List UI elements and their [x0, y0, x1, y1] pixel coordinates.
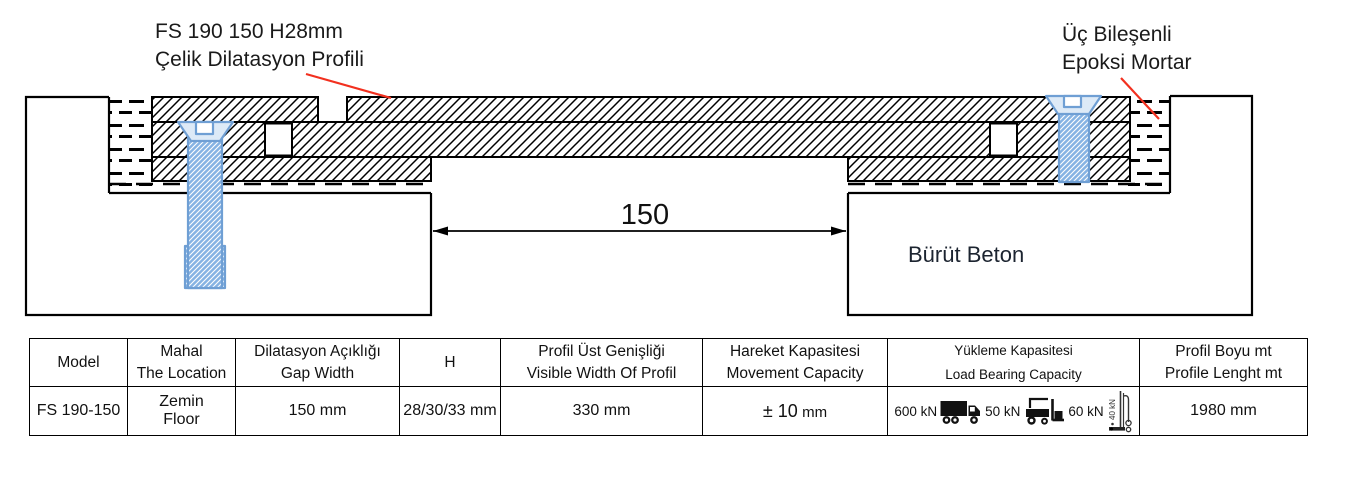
- spec-table: [29, 338, 1308, 436]
- col-header-profile-length: [1140, 339, 1308, 387]
- load-stacker-value: 60 kN: [1068, 403, 1104, 419]
- col-header-load-bearing: [888, 339, 1140, 387]
- header-title: Model: [57, 353, 100, 371]
- load-forklift-value: 50 kN: [985, 403, 1021, 419]
- col-header-h: [400, 339, 501, 387]
- movement-value: ± 10: [762, 400, 798, 421]
- header-subtitle: Gap Width: [280, 364, 355, 382]
- mortar-label-line1: Üç Bileşenli: [1062, 23, 1172, 46]
- header-title: Hareket Kapasitesi: [729, 342, 861, 360]
- cell-profile-length: 1980 mm: [1140, 387, 1308, 436]
- header-subtitle: Load Bearing Capacity: [945, 366, 1082, 382]
- header-title: Mahal: [160, 342, 203, 360]
- gap-dimension-value: 150: [620, 199, 670, 231]
- load-truck-value: 600 kN: [894, 403, 938, 419]
- leader-line-profile: [306, 74, 391, 98]
- mortar-label-line2: Epoksi Mortar: [1062, 51, 1192, 74]
- truck-icon: [940, 397, 982, 425]
- dimension-arrow-left: [433, 227, 448, 236]
- location-line1: Zemin: [159, 393, 204, 411]
- cell-movement: [703, 387, 888, 436]
- profile-label-line2: Çelik Dilatasyon Profili: [155, 48, 364, 71]
- profile-middle-plate: [152, 122, 1130, 157]
- header-subtitle: Visible Width Of Profil: [526, 364, 677, 382]
- gap-dimension: [433, 199, 846, 236]
- header-title: Profil Boyu mt: [1175, 342, 1272, 360]
- pallet-stacker-icon: [1107, 389, 1133, 433]
- col-header-visible-width: [501, 339, 703, 387]
- col-header-gap-width: [236, 339, 400, 387]
- profile-top-plate-right: [347, 97, 1130, 122]
- anchor-channel-right: [990, 124, 1017, 156]
- profile-label-line1: FS 190 150 H28mm: [155, 20, 343, 43]
- dimension-arrow-right: [831, 227, 846, 236]
- header-title: Profil Üst Genişliği: [538, 342, 665, 360]
- stacker-capacity-label: 40 kN: [1107, 399, 1117, 421]
- cell-location: [128, 387, 236, 436]
- data-row: [30, 387, 1308, 436]
- header-title: Dilatasyon Açıklığı: [254, 342, 381, 360]
- anchor-channel-left: [265, 124, 292, 156]
- header-subtitle: Profile Lenght mt: [1164, 364, 1283, 382]
- header-title: H: [444, 353, 456, 371]
- location-line2: Floor: [163, 411, 200, 429]
- col-header-location: [128, 339, 236, 387]
- header-title: Yükleme Kapasitesi: [954, 343, 1073, 358]
- header-subtitle: Movement Capacity: [726, 364, 864, 382]
- cell-gap-width: 150 mm: [236, 387, 400, 436]
- epoxy-mortar-right: [1128, 96, 1170, 193]
- col-header-model: [30, 339, 128, 387]
- movement-unit: mm: [802, 403, 828, 421]
- concrete-label: Bürüt Beton: [908, 242, 1025, 267]
- cell-model: FS 190-150: [30, 387, 128, 436]
- cell-load-bearing: [888, 387, 1140, 436]
- profile-top-plate-left: [152, 97, 318, 122]
- col-header-movement: [703, 339, 888, 387]
- cell-h: 28/30/33 mm: [400, 387, 501, 436]
- cell-visible-width: 330 mm: [501, 387, 703, 436]
- header-row: [30, 339, 1308, 387]
- epoxy-mortar-left: [109, 97, 152, 193]
- forklift-icon: [1023, 396, 1065, 426]
- header-subtitle: The Location: [136, 364, 227, 382]
